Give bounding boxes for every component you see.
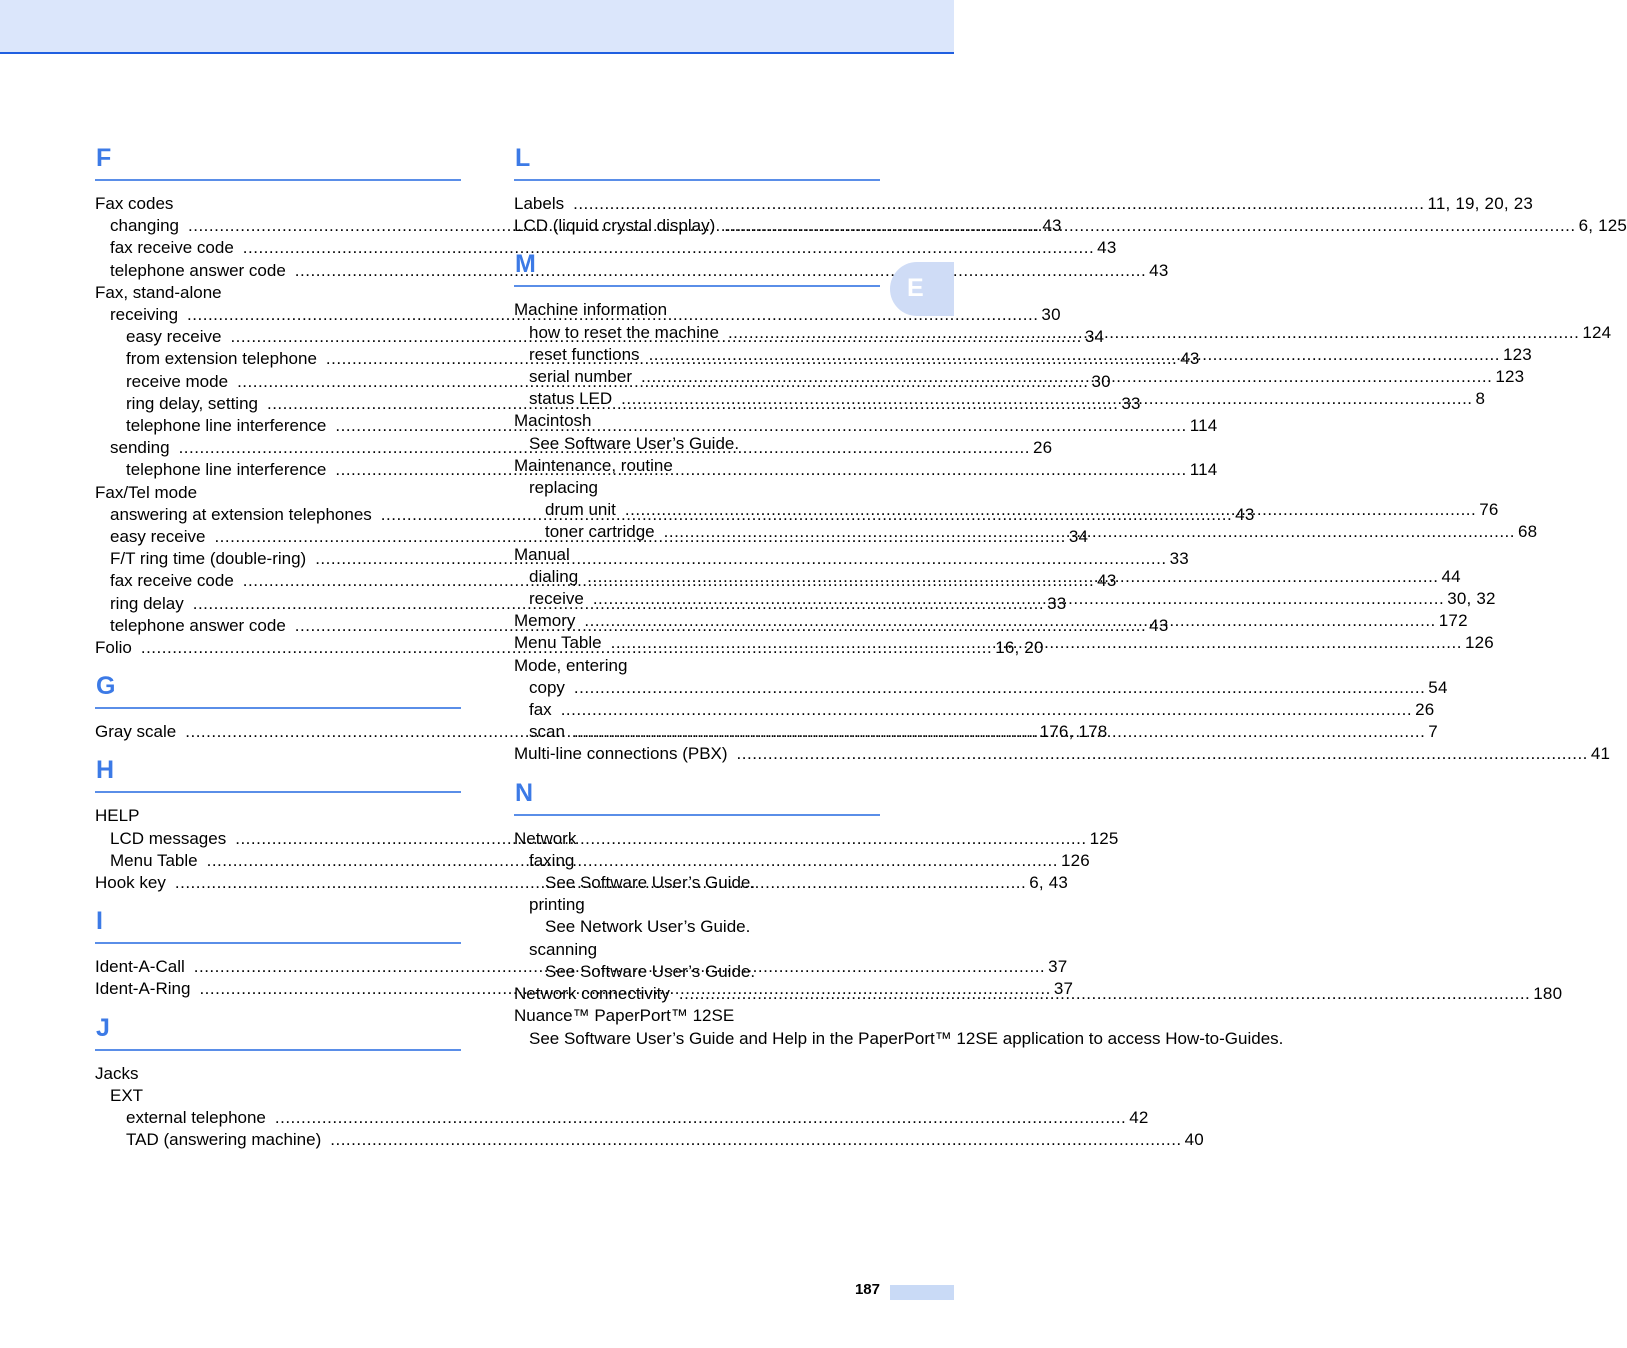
dot-leader [625,499,1476,521]
page-reference: 7 [1428,722,1438,742]
section-divider [514,179,880,181]
index-entry [514,828,880,850]
index-entry [514,410,880,432]
page-reference: 30 [1091,371,1111,391]
index-entry [95,1063,461,1085]
index-term: scanning [529,939,598,959]
page-reference: 44 [1441,566,1461,586]
index-entry [514,961,880,983]
section-letter: L [515,144,531,172]
index-term: Gray scale [95,722,177,742]
index-term: receiving [110,305,179,325]
index-term: See Software User’s Guide. [545,873,756,893]
dot-leader [587,566,1438,588]
chapter-tab [890,262,954,316]
index-term: Fax codes [95,194,174,213]
index-entry [514,743,1611,765]
page-reference: 33 [1169,549,1189,569]
index-entry [514,477,880,499]
index-entry [514,677,1448,699]
index-term: TAD (answering machine) [126,1130,322,1150]
index-term: Multi-line connections (PBX) [514,744,728,764]
page-reference: 30 [1041,305,1061,325]
page-reference: 33 [1121,393,1141,413]
dot-leader [561,699,1412,721]
index-term: telephone line interference [126,460,327,480]
section-divider [95,1049,461,1051]
dot-leader [593,588,1444,610]
index-term: F/T ring time (double-ring) [110,549,307,569]
section-divider [514,285,880,287]
dot-leader [574,677,1425,699]
page-reference: 33 [1047,593,1067,613]
index-term: answering at extension telephones [110,504,372,524]
dot-leader [649,344,1500,366]
section-letter: I [96,907,103,936]
section-divider [95,942,461,944]
index-entry [95,237,1117,259]
page-reference: 126 [1060,850,1090,870]
page-reference: 43 [1235,504,1255,524]
page-reference: 125 [1089,828,1119,848]
index-entry [514,939,880,961]
dot-leader [679,983,1530,1005]
page-number-bar [890,1285,954,1300]
index-term: ring delay, setting [126,393,258,413]
section-letter: F [96,144,112,172]
page-reference: 43 [1097,238,1117,258]
index-term: Macintosh [514,411,592,431]
page-reference: 68 [1518,522,1538,542]
index-term: drum unit [545,500,616,520]
index-term: Hook key [95,873,166,893]
index-term: printing [529,895,585,915]
page-reference: 41 [1590,744,1611,764]
index-term: replacing [529,478,598,498]
section-letter: H [96,756,115,785]
index-term: reset functions [529,344,640,364]
index-entry [514,699,1435,721]
index-entry [95,1129,1204,1151]
index-term: Ident-A-Ring [95,979,191,999]
index-entry [514,455,880,477]
index-term: EXT [110,1085,144,1105]
index-term: Menu Table [514,633,602,653]
page-reference: 126 [1464,633,1494,653]
index-entry [514,193,1533,215]
index-entry [514,1005,880,1027]
dot-leader [728,322,1579,344]
dot-leader [330,1129,1181,1151]
page-reference: 37 [1048,957,1068,977]
index-entry [95,805,461,827]
section-letter: N [515,778,534,807]
index-term: See Network User’s Guide. [545,917,751,937]
index-term: Mode, entering [514,655,628,675]
page-reference: 54 [1428,677,1448,697]
page-reference: 43 [1149,260,1169,280]
index-term: See Software User’s Guide. [545,961,756,981]
index-term: fax receive code [110,238,234,258]
chapter-tab-label: E [907,274,924,302]
index-term: serial number [529,367,632,387]
dot-leader [275,1107,1126,1129]
index-term: LCD (liquid crystal display) [514,216,716,236]
index-term: Maintenance, routine [514,455,673,475]
page-reference: 6, 43 [1029,873,1069,893]
index-term: Network [514,828,577,848]
index-entry [514,655,880,677]
index-term: Labels [514,194,565,213]
index-entry [95,193,461,215]
index-term: HELP [95,806,140,826]
section-letter: G [96,672,116,701]
index-term: Fax/Tel mode [95,482,198,502]
index-entry [514,1028,1284,1050]
page-reference: 30, 32 [1447,589,1496,609]
page-reference: 34 [1068,527,1089,547]
page-reference: 124 [1582,322,1612,342]
index-term: Menu Table [110,850,198,870]
index-entry [95,1107,1149,1129]
index-term: changing [110,216,180,236]
index-term: receive mode [126,371,229,391]
index-entry [514,872,880,894]
page-reference: 26 [1032,438,1053,458]
page-reference: 123 [1502,344,1532,364]
index-term: telephone line interference [126,416,327,436]
index-term: toner cartridge [545,522,655,542]
index-entry [514,299,880,321]
page-reference: 11, 19, 20, 23 [1427,194,1533,213]
index-term: sending [110,438,170,458]
page-reference: 8 [1475,389,1486,409]
section-letter: J [96,1013,110,1042]
index-term: telephone answer code [110,615,286,635]
index-term: See Software User’s Guide and Help in the PaperPort™ 12SE application to access How-to-Guides. [529,1028,1284,1048]
dot-leader [664,521,1515,543]
index-term: how to reset the machine [529,322,719,342]
page-reference: 6, 125 [1578,216,1627,236]
index-term: copy [529,677,565,697]
page-reference: 114 [1189,416,1218,436]
header-bar [0,0,954,54]
section-divider [95,179,461,181]
index-term: Nuance™ PaperPort™ 12SE [514,1006,735,1026]
index-term: faxing [529,850,575,870]
index-term: external telephone [126,1108,266,1128]
index-entry [514,433,880,455]
dot-leader [724,215,1575,237]
section-divider [95,707,461,709]
index-term: LCD messages [110,828,227,848]
index-entry [95,282,461,304]
page-reference: 43 [1042,216,1062,236]
dot-leader [574,721,1425,743]
page-reference: 40 [1184,1130,1204,1150]
section-divider [95,791,461,793]
index-term: Jacks [95,1063,139,1083]
page-reference: 26 [1415,700,1435,720]
index-entry [514,916,880,938]
page-reference: 43 [1097,571,1117,591]
index-entry [95,482,461,504]
index-term: dialing [529,566,579,586]
index-term: Machine information [514,300,668,320]
index-term: easy receive [110,527,206,547]
page-reference: 172 [1438,611,1468,631]
page-reference: 43 [1180,349,1200,369]
index-term: Folio [95,638,132,658]
index-term: Memory [514,611,576,631]
index-term: ring delay [110,593,184,613]
index-entry [95,260,1169,282]
dot-leader [737,743,1588,765]
index-entry [95,1085,461,1107]
index-term: receive [529,589,584,609]
page-reference: 43 [1149,615,1169,635]
page-reference: 37 [1053,979,1074,999]
page-reference: 180 [1533,984,1563,1004]
index-entry [514,850,880,872]
index-term: telephone answer code [110,260,286,280]
page-reference: 123 [1495,367,1525,387]
index-term: Fax, stand-alone [95,282,222,302]
dot-leader [611,632,1462,654]
index-term: status LED [529,389,613,409]
page-number: 187 [854,1281,880,1298]
index-term: easy receive [126,327,222,347]
index-entry [514,894,880,916]
dot-leader [573,193,1424,215]
page-reference: 16, 20 [995,638,1044,658]
index-term: Ident-A-Call [95,957,185,977]
index-term: Network connectivity [514,984,670,1004]
dot-leader [641,366,1492,388]
index-term: scan [529,722,565,742]
page-reference: 34 [1084,327,1105,347]
dot-leader [621,388,1472,410]
dot-leader [584,610,1435,632]
section-letter: M [515,250,536,279]
section-divider [514,814,880,816]
index-term: from extension telephone [126,349,317,369]
page-reference: 176, 178 [1039,722,1108,742]
index-term: See Software User’s Guide. [529,433,740,453]
page-reference: 76 [1479,500,1499,520]
page-reference: 114 [1189,460,1218,480]
index-term: fax [529,700,552,720]
index-entry [514,544,880,566]
index-term: fax receive code [110,571,234,591]
page-reference: 42 [1129,1108,1149,1128]
index-term: Manual [514,544,570,564]
